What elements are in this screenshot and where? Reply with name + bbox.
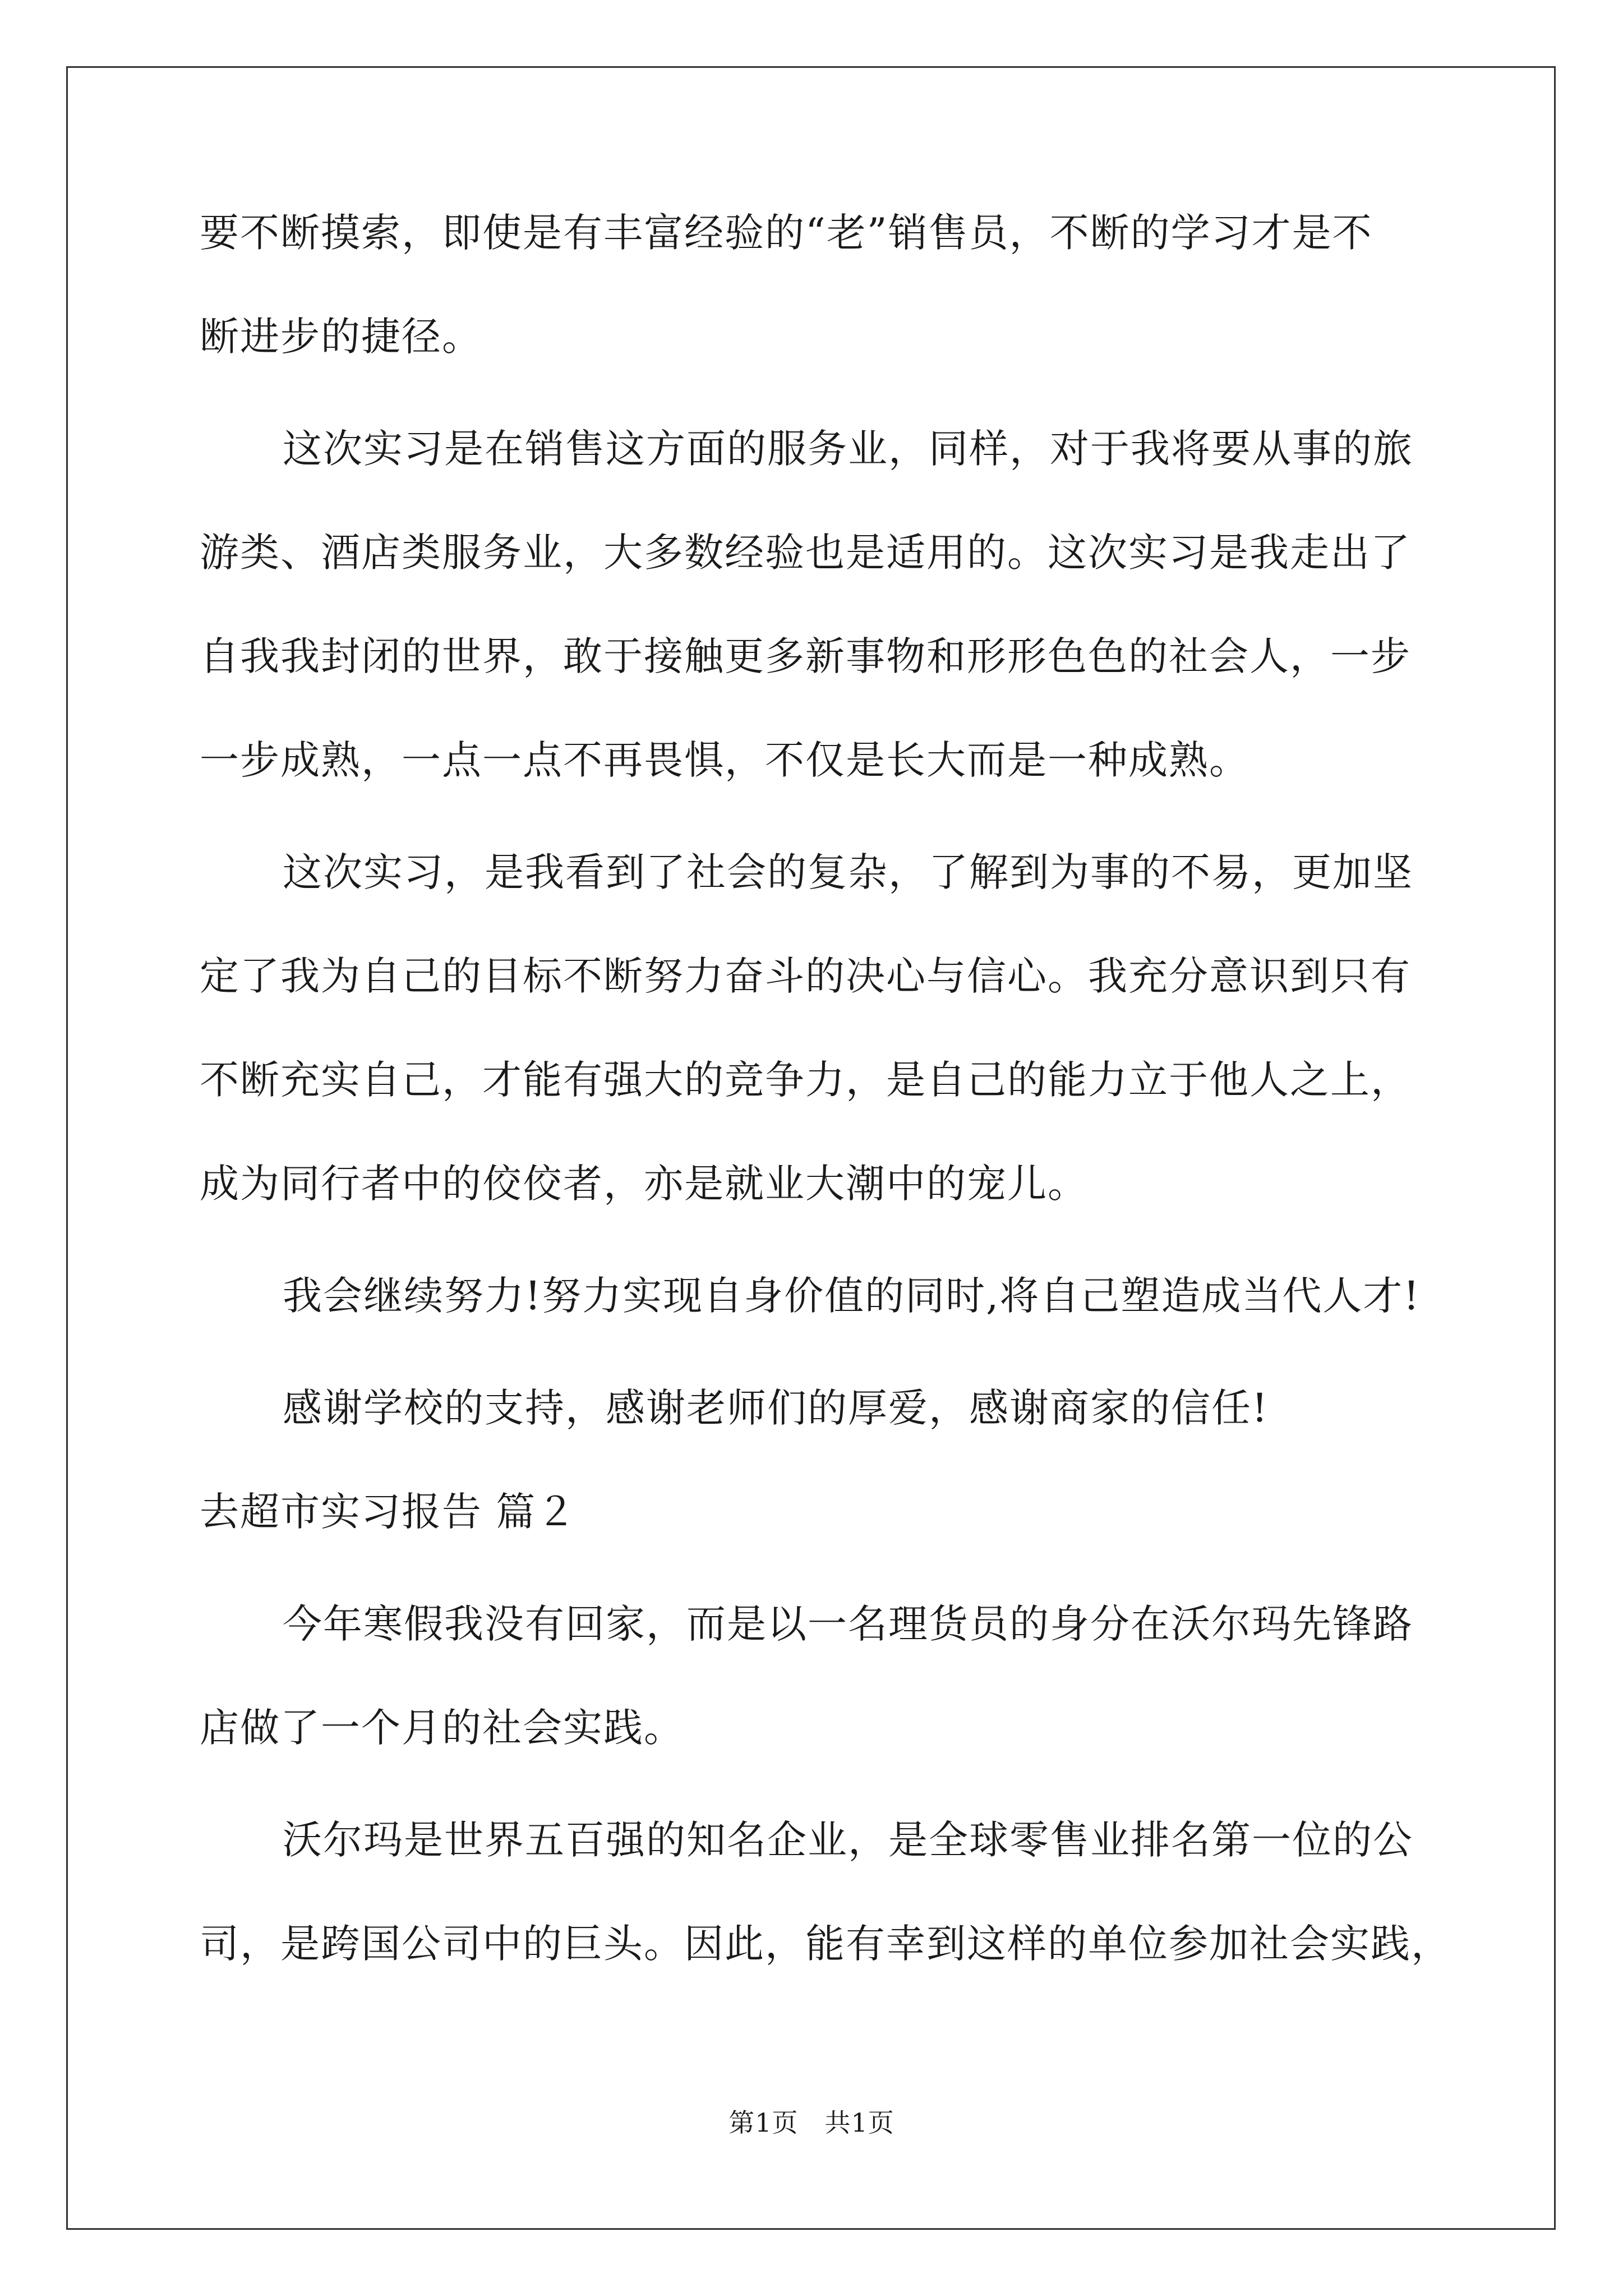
text-line: 定了我为自己的目标不断努力奋斗的决心与信心。我充分意识到只有 — [200, 953, 1411, 999]
paragraph-start-line: 这次实习，是我看到了社会的复杂，了解到为事的不易，更加坚 — [283, 849, 1413, 895]
text-line: 店做了一个月的社会实践。 — [200, 1705, 684, 1751]
paragraph-start-line: 这次实习是在销售这方面的服务业，同样，对于我将要从事的旅 — [283, 426, 1413, 472]
section-heading: 去超市实习报告 篇２ — [200, 1489, 577, 1535]
paragraph-start-line: 沃尔玛是世界五百强的知名企业，是全球零售业排名第一位的公 — [283, 1817, 1413, 1863]
paragraph-start-line: 我会继续努力!努力实现自身价值的同时,将自己塑造成当代人才! — [283, 1273, 1421, 1319]
text-line: 一步成熟，一点一点不再畏惧，不仅是长大而是一种成熟。 — [200, 737, 1249, 783]
text-line: 自我我封闭的世界，敢于接触更多新事物和形形色色的社会人，一步 — [200, 633, 1411, 679]
text-line: 成为同行者中的佼佼者，亦是就业大潮中的宠儿。 — [200, 1161, 1088, 1207]
text-line: 不断充实自己，才能有强大的竞争力，是自己的能力立于他人之上， — [200, 1057, 1411, 1103]
text-line: 断进步的捷径。 — [200, 314, 482, 360]
text-line: 要不断摸索，即使是有丰富经验的“老”销售员，不断的学习才是不 — [200, 210, 1373, 256]
page-border — [66, 66, 1556, 2230]
paragraph-start-line: 今年寒假我没有回家，而是以一名理货员的身分在沃尔玛先锋路 — [283, 1601, 1413, 1647]
paragraph-start-line: 感谢学校的支持，感谢老师们的厚爱，感谢商家的信任! — [283, 1385, 1269, 1431]
text-line: 司，是跨国公司中的巨头。因此，能有幸到这样的单位参加社会实践， — [200, 1921, 1451, 1967]
text-line: 游类、酒店类服务业，大多数经验也是适用的。这次实习是我走出了 — [200, 530, 1411, 576]
page-footer: 第1页 共1页 — [728, 2108, 895, 2138]
